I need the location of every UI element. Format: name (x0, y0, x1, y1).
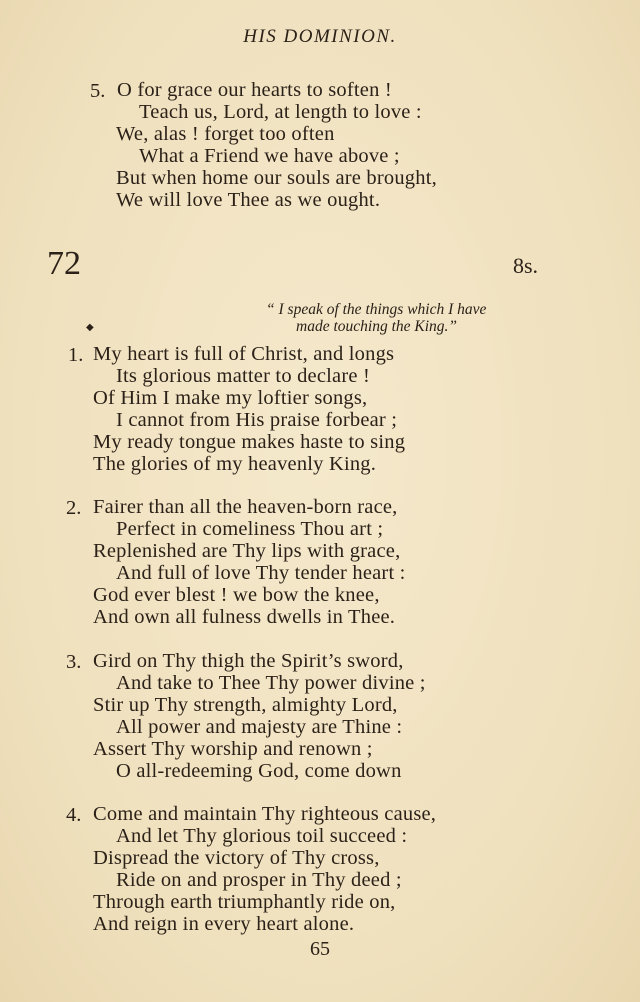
verse-line: Gird on Thy thigh the Spirit’s sword, (93, 650, 404, 672)
epigraph-line: made touching the King.” (296, 318, 458, 335)
epigraph-line: “ I speak of the things which I have (266, 301, 487, 318)
verse-line: Replenished are Thy lips with grace, (93, 540, 401, 562)
verse-line: All power and majesty are Thine : (116, 716, 403, 738)
running-head: HIS DOMINION. (243, 26, 397, 47)
verse-line: Perfect in comeliness Thou art ; (116, 518, 384, 540)
verse-line: Stir up Thy strength, almighty Lord, (93, 694, 398, 716)
verse-line: Assert Thy worship and renown ; (93, 738, 373, 760)
verse-line: The glories of my heavenly King. (93, 453, 377, 475)
verse-line: Its glorious matter to declare ! (116, 365, 371, 387)
verse-line: Teach us, Lord, at length to love : (139, 101, 422, 123)
stanza-number: 4. (66, 804, 82, 826)
verse-line: Through earth triumphantly ride on, (93, 891, 396, 913)
verse-line: What a Friend we have above ; (139, 145, 400, 167)
verse-line: Ride on and prosper in Thy deed ; (116, 869, 402, 891)
verse-line: And let Thy glorious toil succeed : (116, 825, 408, 847)
verse-line: Come and maintain Thy righteous cause, (93, 803, 437, 825)
verse-line: Of Him I make my loftier songs, (93, 387, 368, 409)
verse-line: We, alas ! forget too often (116, 123, 335, 145)
stanza-number: 3. (66, 651, 82, 673)
verse-line: O for grace our hearts to soften ! (117, 79, 392, 101)
stanza-number: 2. (66, 497, 82, 519)
verse-line: We will love Thee as we ought. (116, 189, 381, 211)
stanza-number: 5. (90, 80, 106, 102)
verse-line: My ready tongue makes haste to sing (93, 431, 406, 453)
verse-line: And take to Thee Thy power divine ; (116, 672, 426, 694)
verse-line: Dispread the victory of Thy cross, (93, 847, 380, 869)
hymn-meter: 8s. (513, 253, 539, 278)
verse-line: And full of love Thy tender heart : (116, 562, 406, 584)
verse-line: But when home our souls are brought, (116, 167, 437, 189)
verse-line: And own all fulness dwells in Thee. (93, 606, 396, 628)
verse-line: Fairer than all the heaven-born race, (93, 496, 398, 518)
verse-line: My heart is full of Christ, and longs (93, 343, 395, 365)
verse-line: O all-redeeming God, come down (116, 760, 402, 782)
verse-line: And reign in every heart alone. (93, 913, 355, 935)
stanza-number: 1. (68, 344, 84, 366)
ornament-dot: ◆ (86, 322, 94, 333)
hymn-number: 72 (47, 245, 81, 282)
verse-line: God ever blest ! we bow the knee, (93, 584, 380, 606)
verse-line: I cannot from His praise forbear ; (116, 409, 398, 431)
page-number: 65 (310, 938, 330, 960)
